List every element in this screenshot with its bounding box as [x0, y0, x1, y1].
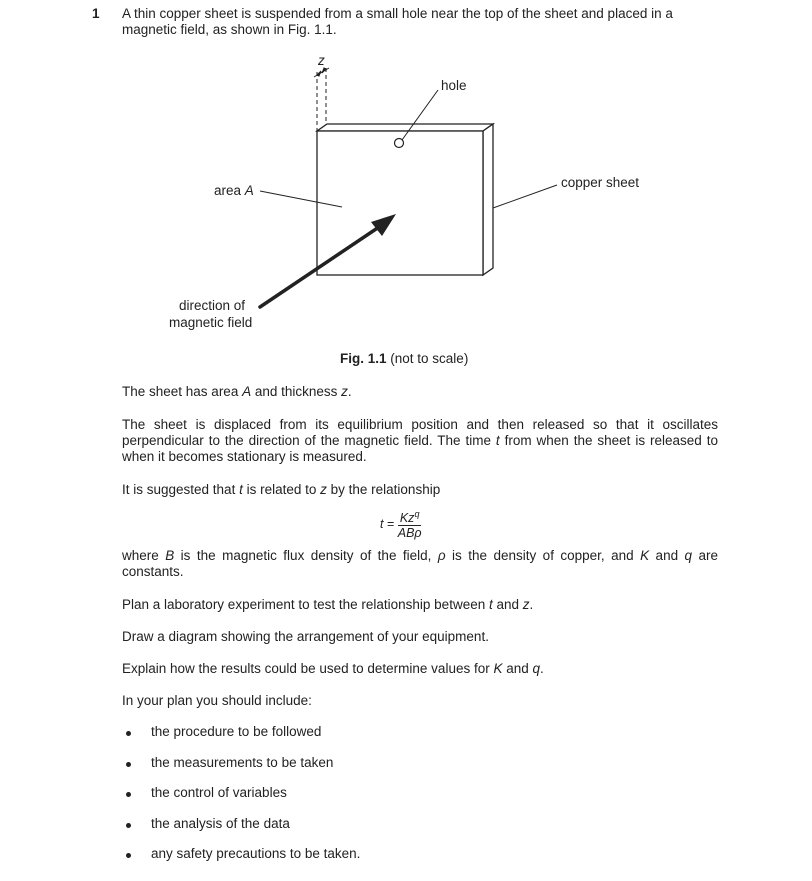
p4-text-a: where — [122, 548, 166, 563]
bullet-text: any safety precautions to be taken. — [151, 846, 361, 861]
label-direction-2: magnetic field — [169, 315, 253, 330]
label-area — [214, 183, 254, 198]
paragraph-diagram: Draw a diagram showing the arrangement of your equipment. — [122, 629, 489, 644]
p3-text-a: It is suggested that — [122, 482, 240, 497]
p7-text-b: and — [502, 661, 533, 676]
p4-text-d: and — [649, 548, 685, 563]
p1-text-c: . — [347, 384, 352, 399]
p5-text-b: and — [492, 597, 523, 612]
paragraph-constants — [122, 548, 718, 580]
formula-equals: = — [383, 517, 398, 532]
p4-text-c: is the density of copper, and — [445, 548, 641, 563]
p2-var-t: t — [495, 433, 500, 448]
bullet-text: the analysis of the data — [151, 816, 290, 831]
p1-text-a: The sheet has area — [122, 384, 243, 399]
formula-numerator — [398, 507, 422, 526]
formula-num-exp: q — [414, 509, 420, 519]
caption-bold: Fig. 1.1 — [340, 351, 387, 366]
p4-var-q: q — [684, 548, 693, 563]
figure-caption — [340, 351, 468, 366]
bullet-dot — [126, 762, 131, 767]
bullet-dot — [126, 792, 131, 797]
intro-line-2: magnetic field, as shown in Fig. 1.1. — [122, 22, 337, 37]
bullet-text: the procedure to be followed — [151, 724, 322, 739]
p2-text-a: The sheet is displaced from its equilibrium position and then released so that it oscillates perpendicular to the direction of the magnetic field. The time — [122, 417, 718, 448]
p7-var-K: K — [493, 661, 503, 676]
p1-text-b: and thickness — [251, 384, 342, 399]
p3-text-c: by the relationship — [326, 482, 441, 497]
p3-text-b: is related to — [242, 482, 321, 497]
p7-var-q: q — [532, 661, 541, 676]
p5-var-z: z — [522, 597, 530, 612]
bullet-text: the control of variables — [151, 785, 287, 800]
p5-var-t: t — [488, 597, 493, 612]
paragraph-explain — [122, 661, 718, 677]
formula-denominator: ABρ — [397, 526, 422, 541]
bullet-dot — [126, 853, 131, 858]
label-area-word: area — [214, 183, 242, 198]
formula-num-base: Kz — [399, 511, 415, 526]
paragraph-area-thickness — [122, 384, 718, 400]
p4-text-e: are constants. — [122, 548, 719, 579]
p5-text-a: Plan a laboratory experiment to test the relationship between — [122, 597, 489, 612]
figure-1-1 — [0, 0, 812, 350]
copper-leader-line — [493, 185, 557, 208]
thickness-indicator — [314, 68, 329, 131]
p7-text-a: Explain how the results could be used to determine values for — [122, 661, 494, 676]
label-hole: hole — [441, 78, 467, 93]
p2-text-b: from when the sheet is released to when it becomes stationary is measured. — [122, 433, 718, 464]
paragraph-procedure-description — [122, 417, 718, 465]
paragraph-relationship-intro — [122, 482, 718, 498]
p4-text-b: is the magnetic flux density of the field, — [174, 548, 438, 563]
paragraph-include: In your plan you should include: — [122, 693, 312, 708]
formula-fraction — [398, 507, 422, 541]
p1-var-A: A — [242, 384, 252, 399]
p4-var-B: B — [165, 548, 175, 563]
intro-line-1: A thin copper sheet is suspended from a small hole near the top of the sheet and placed in a — [122, 6, 673, 21]
p3-var-z: z — [320, 482, 327, 497]
p4-var-K: K — [640, 548, 650, 563]
label-copper-sheet: copper sheet — [561, 175, 640, 190]
p3-var-t: t — [239, 482, 243, 497]
bullet-dot — [126, 731, 131, 736]
p4-var-rho: ρ — [437, 548, 446, 563]
formula — [380, 507, 422, 541]
label-area-var: A — [244, 183, 254, 198]
p5-text-c: . — [529, 597, 534, 612]
label-z: z — [318, 53, 325, 68]
question-number: 1 — [92, 6, 100, 21]
p7-text-c: . — [540, 661, 544, 676]
bullet-text: the measurements to be taken — [151, 755, 334, 770]
paragraph-plan — [122, 597, 718, 613]
label-direction-1: direction of — [179, 298, 246, 313]
formula-t: t — [380, 517, 384, 532]
bullet-dot — [126, 823, 131, 828]
p1-var-z: z — [341, 384, 348, 399]
caption-rest: (not to scale) — [390, 351, 469, 366]
